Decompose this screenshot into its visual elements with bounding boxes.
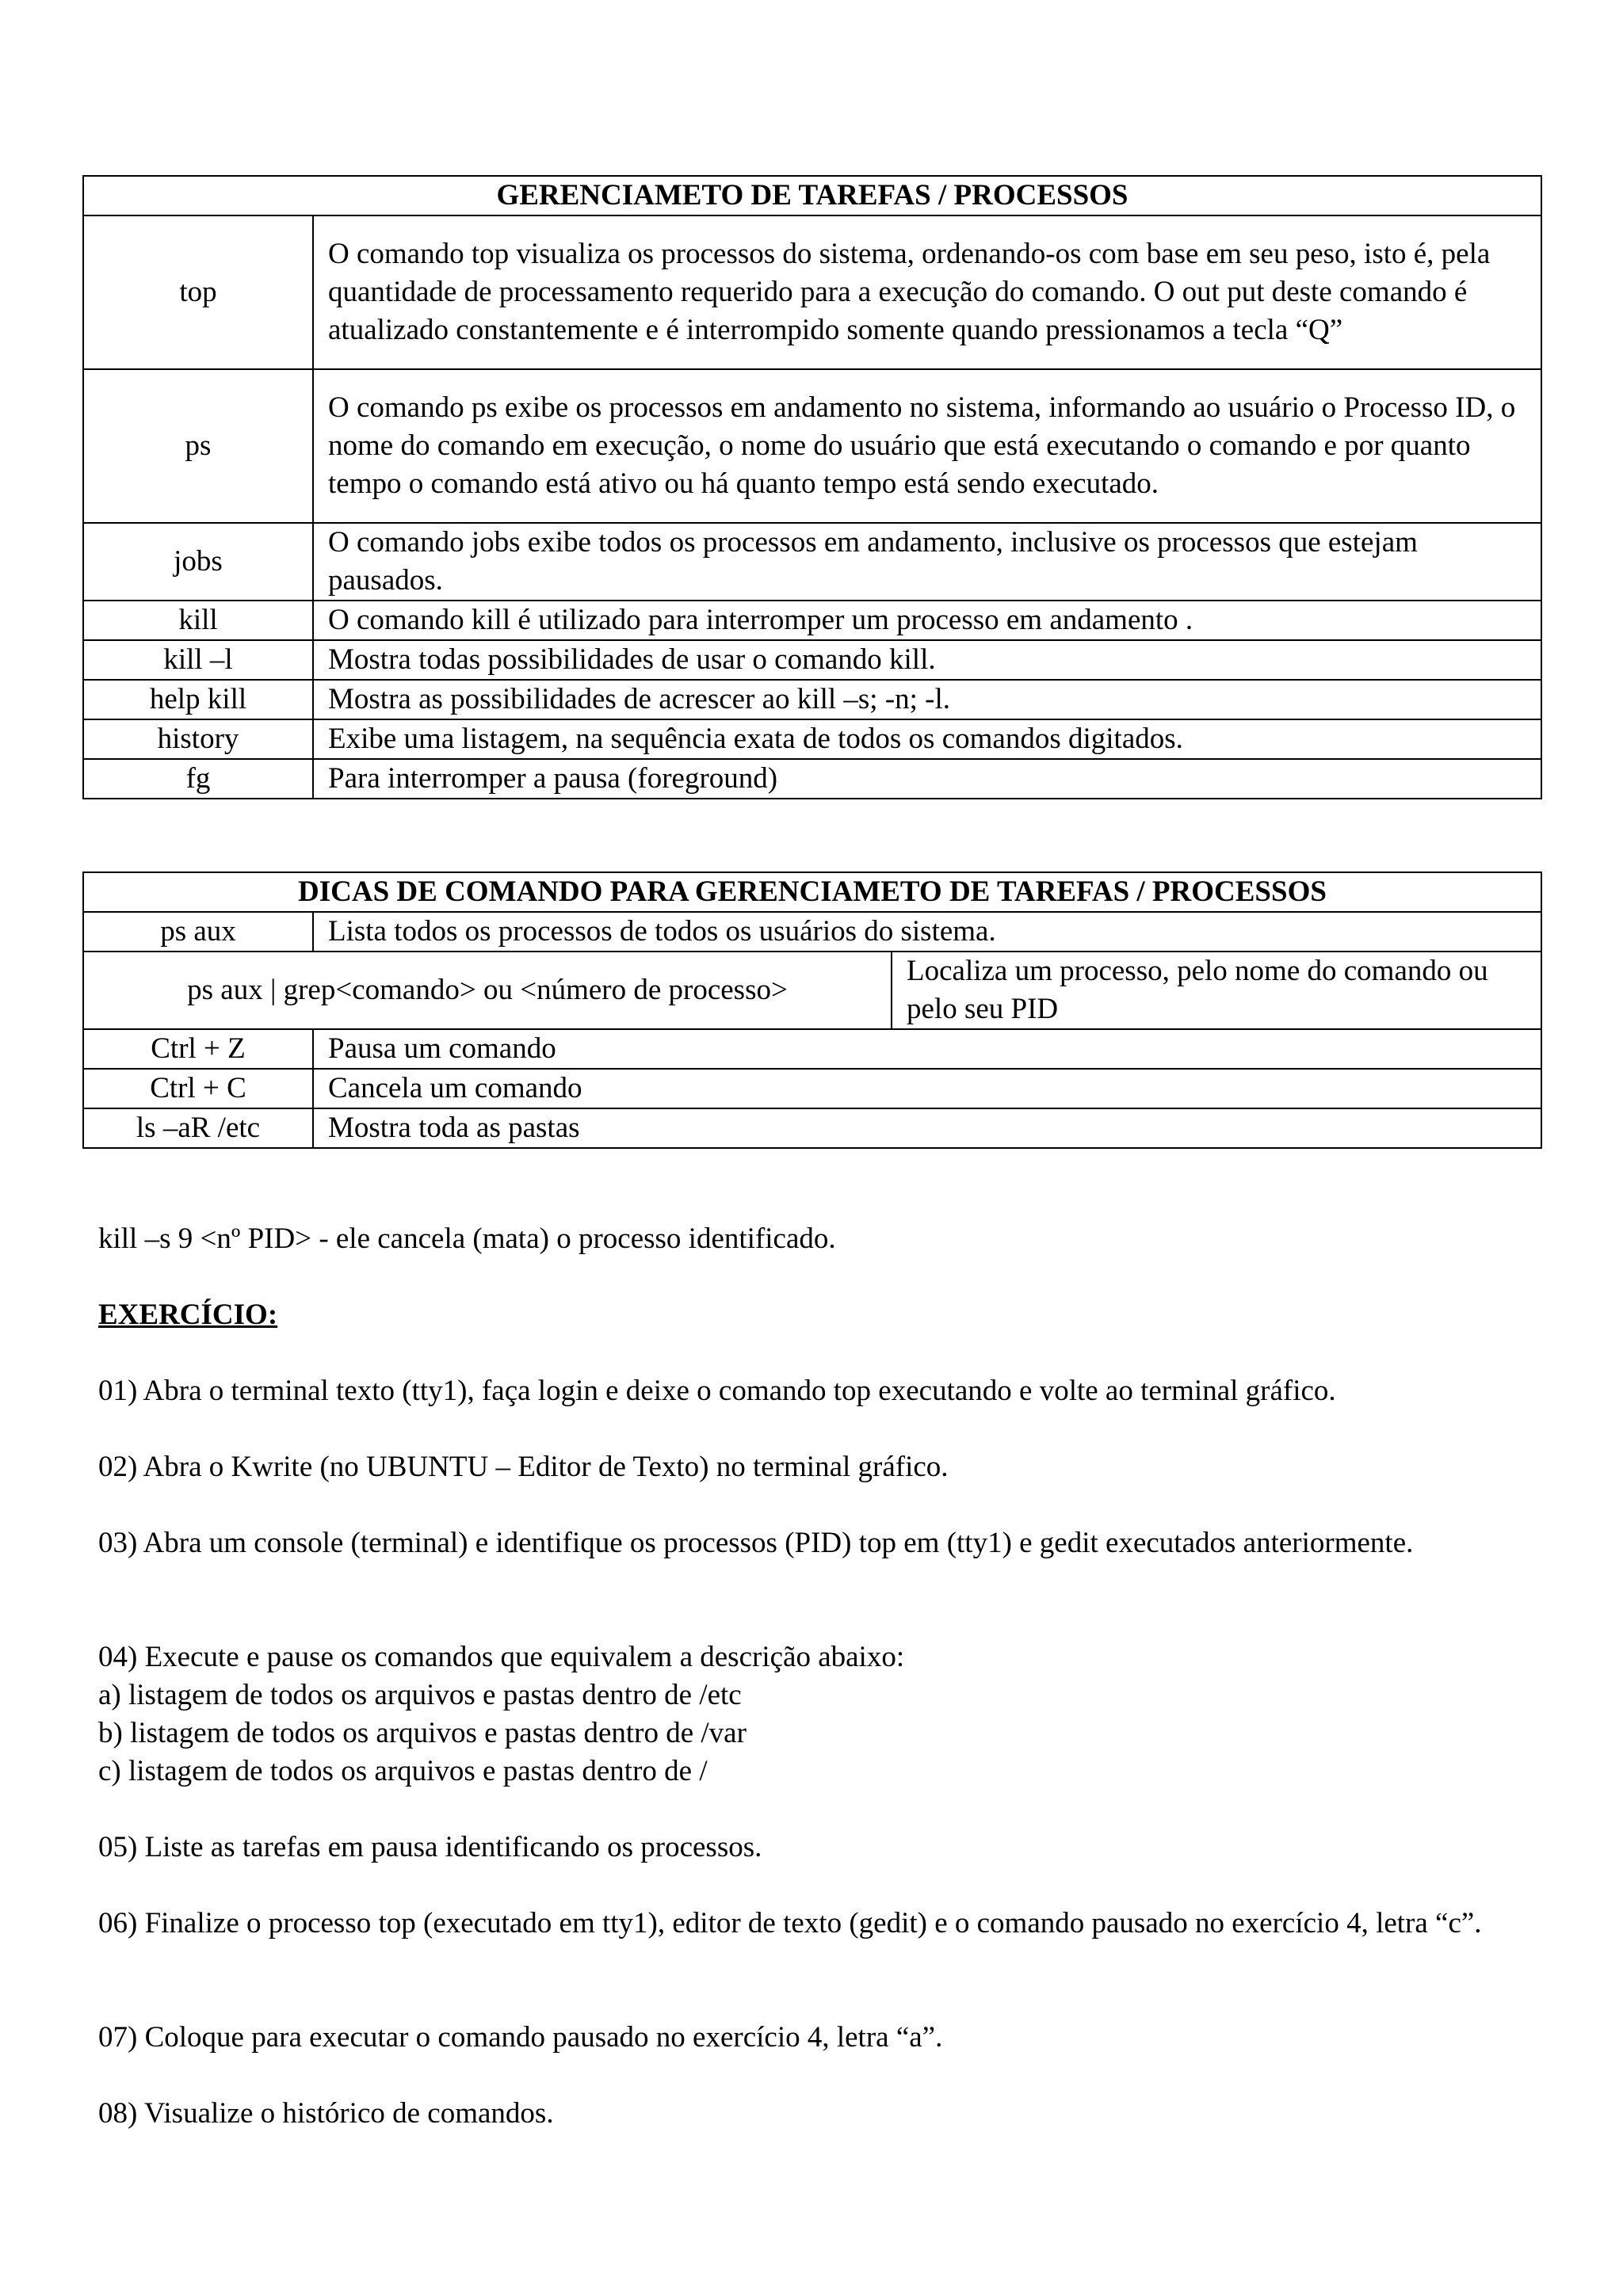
description-cell: Mostra as possibilidades de acrescer ao kill –s; -n; -l.	[313, 680, 1541, 719]
command-cell: kill –l	[83, 640, 313, 680]
exercise-item-01: 01) Abra o terminal texto (tty1), faça login e deixe o comando top executando e volte ao terminal gráfico.	[98, 1375, 1336, 1407]
command-cell: ls –aR /etc	[83, 1108, 313, 1148]
exercise-item-02: 02) Abra o Kwrite (no UBUNTU – Editor de Texto) no terminal gráfico.	[98, 1451, 949, 1483]
exercise-item-08: 08) Visualize o histórico de comandos.	[98, 2097, 554, 2130]
table-row	[83, 1108, 1541, 1148]
command-cell: Ctrl + Z	[83, 1029, 313, 1069]
description-cell: Para interromper a pausa (foreground)	[313, 759, 1541, 799]
command-cell: ps	[83, 369, 313, 523]
exercise-item-03: 03) Abra um console (terminal) e identifique os processos (PID) top em (tty1) e gedit executados anteriormente.	[98, 1527, 1414, 1559]
exercise-item-06: 06) Finalize o processo top (executado em tty1), editor de texto (gedit) e o comando pausado no exercício 4, letra “c”.	[98, 1907, 1482, 1939]
command-cell: history	[83, 719, 313, 759]
description-cell: Localiza um processo, pelo nome do comando ou pelo seu PID	[892, 952, 1541, 1029]
command-tips-table	[82, 871, 1542, 1149]
exercise-item-04c: c) listagem de todos os arquivos e pastas dentro de /	[98, 1755, 708, 1787]
command-cell: ps aux	[83, 912, 313, 952]
command-cell: ps aux | grep<comando> ou <número de processo>	[83, 952, 892, 1029]
description-cell: Exibe uma listagem, na sequência exata de todos os comandos digitados.	[313, 719, 1541, 759]
table-title: GERENCIAMETO DE TAREFAS / PROCESSOS	[83, 176, 1541, 215]
kill-note: kill –s 9 <nº PID> - ele cancela (mata) o processo identificado.	[98, 1222, 836, 1255]
table-row	[83, 523, 1541, 601]
description-cell: Lista todos os processos de todos os usuários do sistema.	[313, 912, 1541, 952]
table-row	[83, 680, 1541, 719]
exercise-item-04b: b) listagem de todos os arquivos e pastas dentro de /var	[98, 1717, 747, 1749]
command-cell: kill	[83, 601, 313, 640]
table-row	[83, 215, 1541, 369]
table-row	[83, 640, 1541, 680]
command-cell: help kill	[83, 680, 313, 719]
description-cell: Mostra toda as pastas	[313, 1108, 1541, 1148]
command-cell: fg	[83, 759, 313, 799]
table-row	[83, 601, 1541, 640]
command-cell: jobs	[83, 523, 313, 601]
table-title: DICAS DE COMANDO PARA GERENCIAMETO DE TAREFAS / PROCESSOS	[83, 872, 1541, 912]
exercise-item-05: 05) Liste as tarefas em pausa identificando os processos.	[98, 1831, 762, 1863]
table-row	[83, 759, 1541, 799]
description-cell: Mostra todas possibilidades de usar o comando kill.	[313, 640, 1541, 680]
description-cell: Pausa um comando	[313, 1029, 1541, 1069]
description-cell: O comando ps exibe os processos em andamento no sistema, informando ao usuário o Processo ID, o nome do comando em execução, o nome do usuário que está executando o comando e por quanto tempo o comando está ativo ou há quanto tempo está sendo executado.	[313, 369, 1541, 523]
command-cell: Ctrl + C	[83, 1069, 313, 1108]
description-cell: O comando kill é utilizado para interromper um processo em andamento .	[313, 601, 1541, 640]
exercise-item-04: 04) Execute e pause os comandos que equivalem a descrição abaixo:	[98, 1641, 905, 1673]
table-row	[83, 952, 1541, 1029]
table-row	[83, 369, 1541, 523]
description-cell: O comando jobs exibe todos os processos em andamento, inclusive os processos que estejam pausados.	[313, 523, 1541, 601]
exercise-heading: EXERCÍCIO:	[98, 1299, 278, 1331]
process-management-table	[82, 175, 1542, 799]
command-cell: top	[83, 215, 313, 369]
table-row	[83, 1029, 1541, 1069]
table-row	[83, 1069, 1541, 1108]
description-cell: Cancela um comando	[313, 1069, 1541, 1108]
table-row	[83, 719, 1541, 759]
exercise-item-04a: a) listagem de todos os arquivos e pastas dentro de /etc	[98, 1679, 742, 1711]
description-cell: O comando top visualiza os processos do sistema, ordenando-os com base em seu peso, isto é, pela quantidade de processamento requerido para a execução do comando. O out put deste comando é atualizado constantemente e é interrompido somente quando pressionamos a tecla “Q”	[313, 215, 1541, 369]
exercise-item-07: 07) Coloque para executar o comando pausado no exercício 4, letra “a”.	[98, 2021, 943, 2054]
table-row	[83, 912, 1541, 952]
